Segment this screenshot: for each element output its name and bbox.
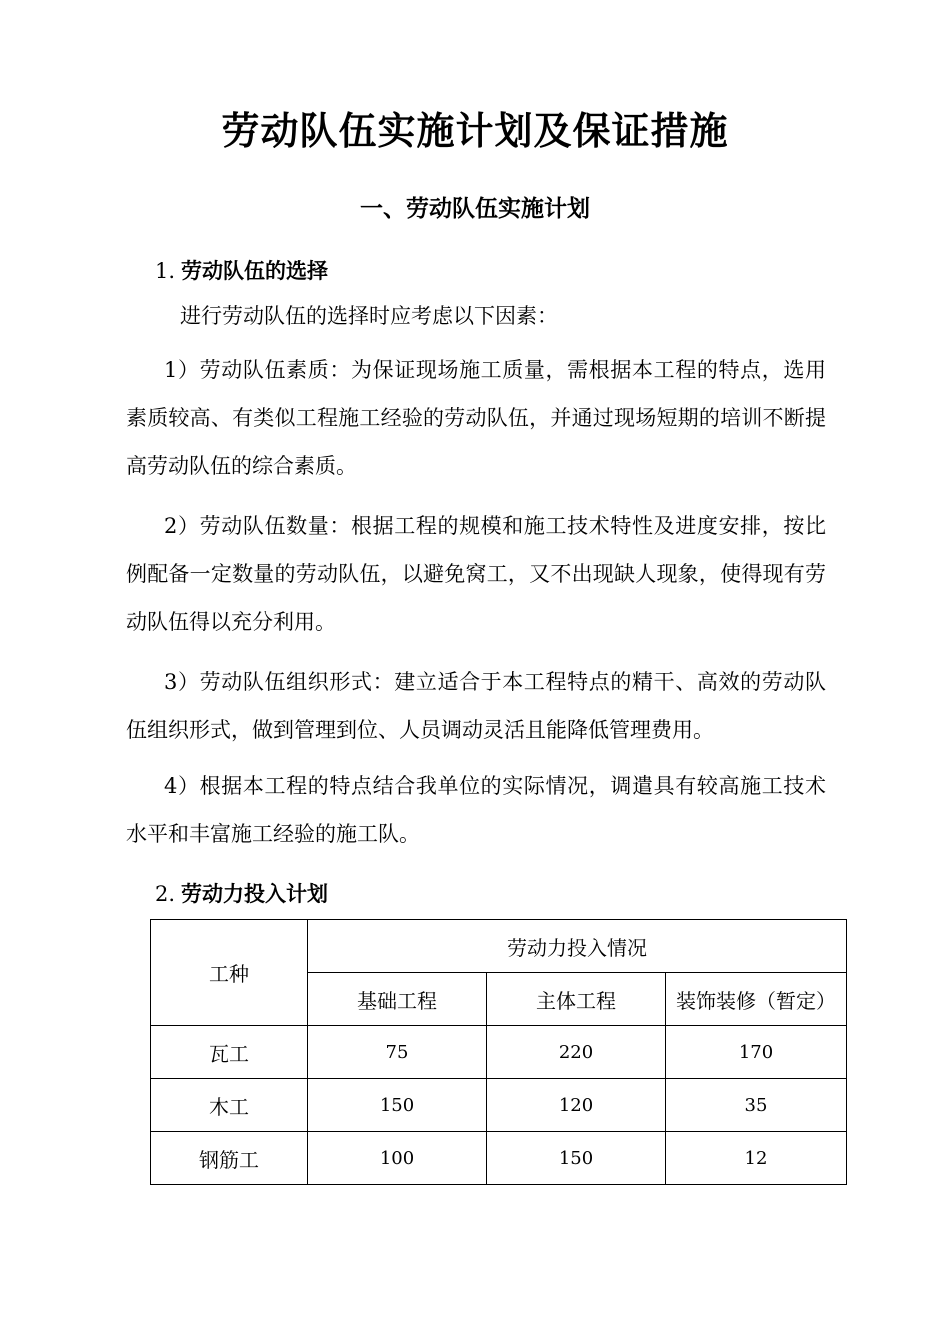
factor-number: 4 bbox=[164, 774, 178, 798]
intro-paragraph: 进行劳动队伍的选择时应考虑以下因素： bbox=[180, 304, 558, 328]
labor-input-table bbox=[150, 919, 847, 1185]
table-column-header: 主体工程 bbox=[487, 973, 666, 1026]
table-row bbox=[151, 1026, 847, 1079]
item-heading-1 bbox=[155, 255, 328, 285]
table-cell-trade: 瓦工 bbox=[151, 1026, 308, 1079]
factor-number: 3 bbox=[164, 670, 178, 694]
table-cell-trade: 钢筋工 bbox=[151, 1132, 308, 1185]
table-cell-value: 150 bbox=[487, 1132, 666, 1185]
table-cell-value: 75 bbox=[308, 1026, 487, 1079]
factor-text: ）根据本工程的特点结合我单位的实际情况，调遣具有较高施工技术水平和丰富施工经验的施工队。 bbox=[126, 774, 826, 846]
table-header-trade: 工种 bbox=[151, 920, 308, 1026]
item-number: 1. bbox=[155, 259, 176, 283]
item-heading-2 bbox=[155, 878, 328, 908]
factor-paragraph bbox=[126, 346, 826, 490]
table-column-header: 基础工程 bbox=[308, 973, 487, 1026]
table-cell-value: 35 bbox=[666, 1079, 847, 1132]
item-number: 2. bbox=[155, 882, 176, 906]
table-cell-value: 150 bbox=[308, 1079, 487, 1132]
table-cell-value: 220 bbox=[487, 1026, 666, 1079]
factor-paragraph bbox=[126, 502, 826, 646]
table-cell-value: 12 bbox=[666, 1132, 847, 1185]
factor-number: 2 bbox=[164, 514, 178, 538]
table-row bbox=[151, 1079, 847, 1132]
document-title: 劳动队伍实施计划及保证措施 bbox=[221, 109, 729, 153]
factor-paragraph bbox=[126, 658, 826, 754]
table-column-header: 装饰装修（暂定） bbox=[666, 973, 847, 1026]
table-header-group: 劳动力投入情况 bbox=[308, 920, 847, 973]
factor-paragraph bbox=[126, 762, 826, 858]
table-cell-value: 170 bbox=[666, 1026, 847, 1079]
table-cell-value: 100 bbox=[308, 1132, 487, 1185]
item-heading-text: 劳动力投入计划 bbox=[181, 882, 329, 906]
factor-text: ）劳动队伍数量：根据工程的规模和施工技术特性及进度安排，按比例配备一定数量的劳动队伍，以避免窝工，又不出现缺人现象，使得现有劳动队伍得以充分利用。 bbox=[126, 514, 826, 634]
factor-number: 1 bbox=[164, 358, 178, 382]
table-cell-value: 120 bbox=[487, 1079, 666, 1132]
table-row bbox=[151, 1132, 847, 1185]
factor-text: ）劳动队伍素质：为保证现场施工质量，需根据本工程的特点，选用素质较高、有类似工程施工经验的劳动队伍，并通过现场短期的培训不断提高劳动队伍的综合素质。 bbox=[126, 358, 826, 478]
section-title: 一、劳动队伍实施计划 bbox=[360, 196, 590, 222]
table-cell-trade: 木工 bbox=[151, 1079, 308, 1132]
factor-text: ）劳动队伍组织形式：建立适合于本工程特点的精干、高效的劳动队伍组织形式，做到管理到位、人员调动灵活且能降低管理费用。 bbox=[126, 670, 826, 742]
item-heading-text: 劳动队伍的选择 bbox=[181, 259, 329, 283]
